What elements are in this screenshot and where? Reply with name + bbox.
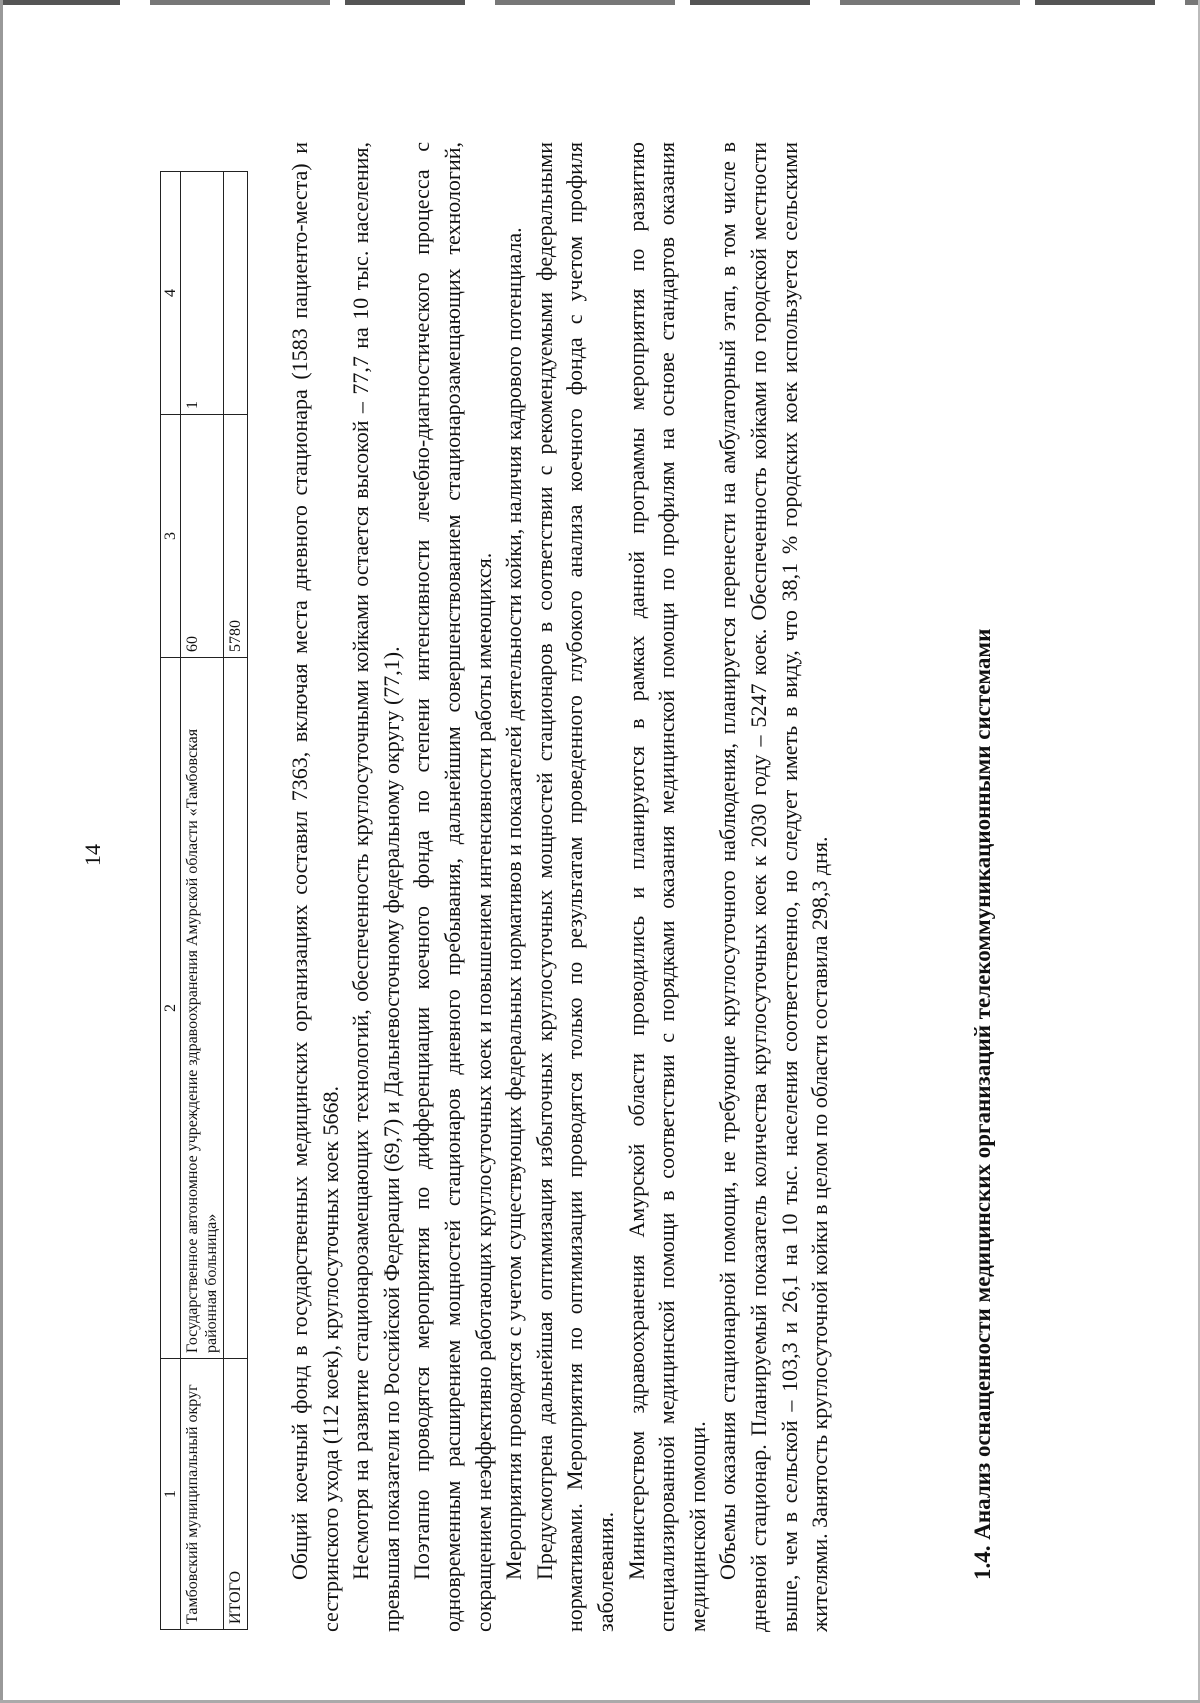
table-cell-value: 1 — [181, 172, 224, 415]
table-cell-municipality: Тамбовский муниципальный округ — [181, 1359, 224, 1630]
paragraph: Мероприятия проводятся с учетом существующих федеральных нормативов и показателей деятельности койки, наличия кадрового потенциала. — [501, 227, 527, 1580]
table-cell-empty — [224, 658, 248, 1359]
table-cell-organization: Государственное автономное учреждение здравоохранения Амурской области «Тамбовская районная больница» — [181, 658, 224, 1359]
page-number: 14 — [80, 844, 105, 866]
table-cell-total-label: ИТОГО — [224, 1359, 248, 1630]
table-header-cell: 2 — [161, 658, 181, 1359]
paragraph: Несмотря на развитие стационарозамещающих технологий, обеспеченность круглосуточными койками остается высокой – 77,7 на 10 тыс. населения, превышая показатели по Российской Федерации (69,7) и Дальневосточному федеральному округу (77,1). — [348, 142, 404, 1632]
bed-capacity-table — [160, 171, 248, 1630]
paragraph: Общий коечный фонд в государственных медицинских организациях составил 7363, включая места дневного стационара (1583 пациенто-места) и сестринского ухода (112 коек), круглосуточных коек 5668. — [287, 142, 343, 1632]
body-text — [285, 142, 836, 1632]
scan-left-edge — [0, 0, 3, 1703]
table-row — [181, 172, 224, 1630]
rotated-document-page — [80, 75, 1040, 1635]
table-header-cell: 1 — [161, 1359, 181, 1630]
table-total-row — [224, 172, 248, 1630]
scan-top-edge — [0, 0, 1200, 5]
table-header-row — [161, 172, 181, 1630]
paragraph: Объемы оказания стационарной помощи, не требующие круглосуточного наблюдения, планируется перенести на амбулаторный этап, в том числе в дневной стационар. Планируемый показатель количества круглосуточных коек к 2030 году – 5247 коек. Обеспеченность койками по городской местности выше, чем в сельской – 103,3 и 26,1 на 10 тыс. населения соответственно, но следует иметь в виду, что 38,1 % городских коек используется сельскими жителями. Занятость круглосуточной койки в целом по области составила 298,3 дня. — [715, 142, 833, 1632]
table-cell-total-value: 5780 — [224, 415, 248, 658]
section-heading: 1.4. Анализ оснащенности медицинских организаций телекоммуникационными системами — [970, 628, 995, 1580]
table-cell-empty — [224, 172, 248, 415]
paragraph: Предусмотрена дальнейшая оптимизация избыточных круглосуточных мощностей стационаров в соответствии с рекомендуемыми федеральными нормативами. Мероприятия по оптимизации проводятся только по результатам проведенного глубокого анализа коечного фонда с учетом профиля заболевания. — [531, 142, 618, 1632]
table-header-cell: 4 — [161, 172, 181, 415]
table-header-cell: 3 — [161, 415, 181, 658]
table-cell-value: 60 — [181, 415, 224, 658]
paragraph: Поэтапно проводятся мероприятия по дифференциации коечного фонда по степени интенсивности лечебно-диагностического процесса с одновременным расширением мощностей стационаров дневного пребывания, дальнейшим совершенствованием стационарозамещающих технологий, сокращением неэффективно работающих круглосуточных коек и повышением интенсивности работы имеющихся. — [409, 142, 496, 1632]
paragraph: Министерством здравоохранения Амурской области проводились и планируются в рамках данной программы мероприятия по развитию специализированной медицинской помощи в соответствии с порядками оказания медицинской помощи по профилям на основе стандартов оказания медицинской помощи. — [623, 142, 710, 1632]
